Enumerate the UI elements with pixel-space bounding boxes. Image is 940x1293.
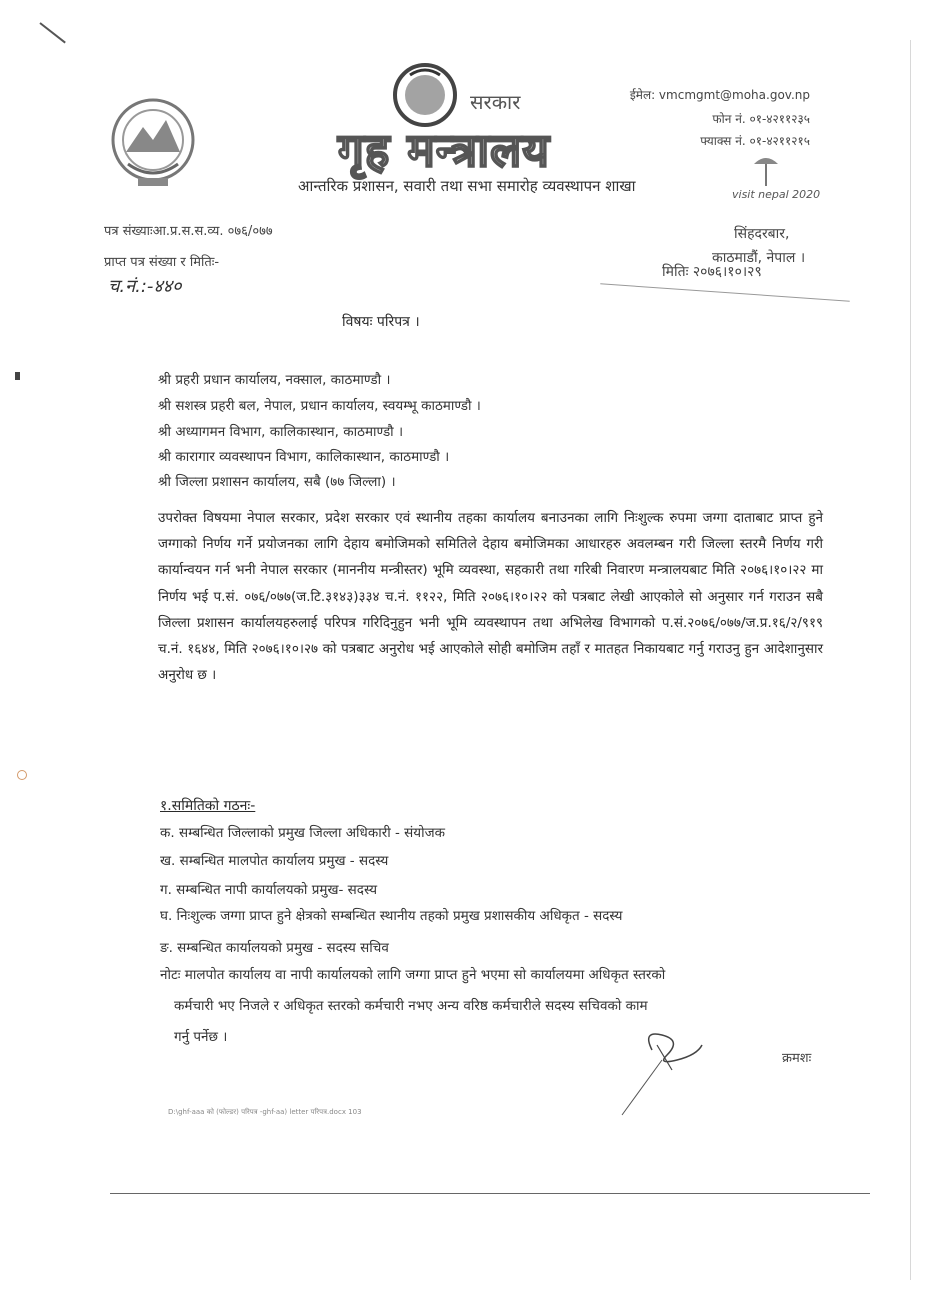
address-line-1: सिंहदरबार,: [734, 226, 790, 242]
subject: विषयः परिपत्र ।: [342, 314, 420, 330]
recipient-line: श्री कारागार व्यवस्थापन विभाग, कालिकास्थान, काठमाण्डौ ।: [158, 449, 450, 465]
dispatch-number: च.नं.:-४४०: [108, 276, 182, 297]
ministry-title: गृह मन्त्रालय: [338, 123, 550, 177]
address-line-2: काठमाडौं, नेपाल ।: [712, 250, 806, 266]
visit-nepal-logo: visit nepal 2020: [732, 188, 821, 201]
note-line: कर्मचारी भए निजले र अधिकृत स्तरको कर्मचारी नभए अन्य वरिष्ठ कर्मचारीले सदस्य सचिवको काम: [174, 998, 648, 1014]
scan-mark: [39, 22, 65, 43]
note-line: नोटः मालपोत कार्यालय वा नापी कार्यालयको लागि जग्गा प्राप्त हुने भएमा सो कार्यालयमा अधिकृत स्तरको: [160, 967, 666, 983]
footer-file-path: D:\ghf-aaa को (फोल्डर) परिपत्र -ghf-aa) letter परिपत्र.docx 103: [168, 1108, 362, 1116]
section-title: आन्तरिक प्रशासन, सवारी तथा सभा समारोह व्यवस्थापन शाखा: [298, 177, 636, 195]
recipient-line: श्री प्रहरी प्रधान कार्यालय, नक्साल, काठमाण्डौ ।: [158, 372, 391, 388]
letter-number: पत्र संख्याःआ.प्र.स.स.व्य. ०७६/०७७: [104, 224, 273, 239]
recipient-line: श्री जिल्ला प्रशासन कार्यालय, सबै (७७ जिल्ला) ।: [158, 474, 396, 490]
note: [160, 960, 832, 1053]
committee-member: ग. सम्बन्धित नापी कार्यालयको प्रमुख- सदस्य: [160, 882, 378, 898]
committee-member: क. सम्बन्धित जिल्लाको प्रमुख जिल्ला अधिकारी - संयोजक: [160, 825, 446, 841]
signature-icon: [612, 1020, 722, 1120]
fax: फ्याक्स नं. ०१-४२११२१५: [700, 134, 810, 148]
visit-nepal-logo-icon: [750, 150, 782, 190]
government-label: सरकार: [470, 90, 521, 114]
letter-date: मितिः २०७६।१०।२९: [662, 264, 762, 280]
bottom-rule: [110, 1193, 870, 1194]
nepal-emblem-icon: [108, 92, 198, 192]
recipient-line: श्री अध्यागमन विभाग, कालिकास्थान, काठमाण्डौ ।: [158, 424, 404, 440]
continued-label: क्रमशः: [782, 1051, 812, 1066]
phone: फोन नं. ०१-४२११२३५: [712, 112, 810, 126]
scan-mark: [15, 372, 20, 380]
body-paragraph: उपरोक्त विषयमा नेपाल सरकार, प्रदेश सरकार एवं स्थानीय तहका कार्यालय बनाउनका लागि निःशुल्क रुपमा जग्गा दाताबाट प्राप्त हुने जग्गाको निर्णय गर्ने प्रयोजनका लागि देहाय बमोजिमको समितिले देहाय बमोजिमका आधारहरु अवलम्बन गरी जिल्ला स्तरमै निर्णय गरी कार्यान्वयन गर्न भनी नेपाल सरकार (माननीय मन्त्रीस्तर) भूमि व्यवस्था, सहकारी तथा गरिबी निवारण मन्त्रालयबाट मिति २०७६।१०।२२ मा निर्णय भई प.सं. ०७६/०७७(ज.टि.३१४३)३३४ च.नं. ११२२, मिति २०७६।१०।२२ को पत्रबाट लेखी आएकोले सो अनुसार गर्न गराउन सबै जिल्ला प्रशासन कार्यालयहरुलाई परिपत्र गरिदिनुहुन भनी भूमि व्यवस्थापन तथा अभिलेख विभागको प.सं.२०७६/०७७/ज.प्र.१६/२/९१९ च.नं. १६४४, मिति २०७६।१०।२७ को पत्रबाट अनुरोध भई आएकोले सोही बमोजिम तहाँ र मातहत निकायबाट गर्नु गराउनु हुन आदेशानुसार अनुरोध छ ।: [158, 510, 823, 684]
margin-mark: [17, 770, 27, 780]
page-edge: [910, 40, 911, 1280]
email: ईमेल: vmcmgmt@moha.gov.np: [629, 88, 810, 102]
received-letter: प्राप्त पत्र संख्या र मितिः-: [104, 255, 220, 270]
scan-mark: [600, 283, 849, 301]
committee-heading: १.समितिको गठनः-: [160, 798, 256, 814]
recipient-line: श्री सशस्त्र प्रहरी बल, नेपाल, प्रधान कार्यालय, स्वयम्भू काठमाण्डौ ।: [158, 398, 481, 414]
note-line: गर्नु पर्नेछ ।: [174, 1029, 228, 1045]
committee-member: घ. निःशुल्क जग्गा प्राप्त हुने क्षेत्रको सम्बन्धित स्थानीय तहको प्रमुख प्रशासकीय अधिकृत - सदस्य: [160, 908, 623, 924]
committee-member: ङ. सम्बन्धित कार्यालयको प्रमुख - सदस्य सचिव: [160, 940, 389, 956]
committee-member: ख. सम्बन्धित मालपोत कार्यालय प्रमुख - सदस्य: [160, 853, 389, 869]
